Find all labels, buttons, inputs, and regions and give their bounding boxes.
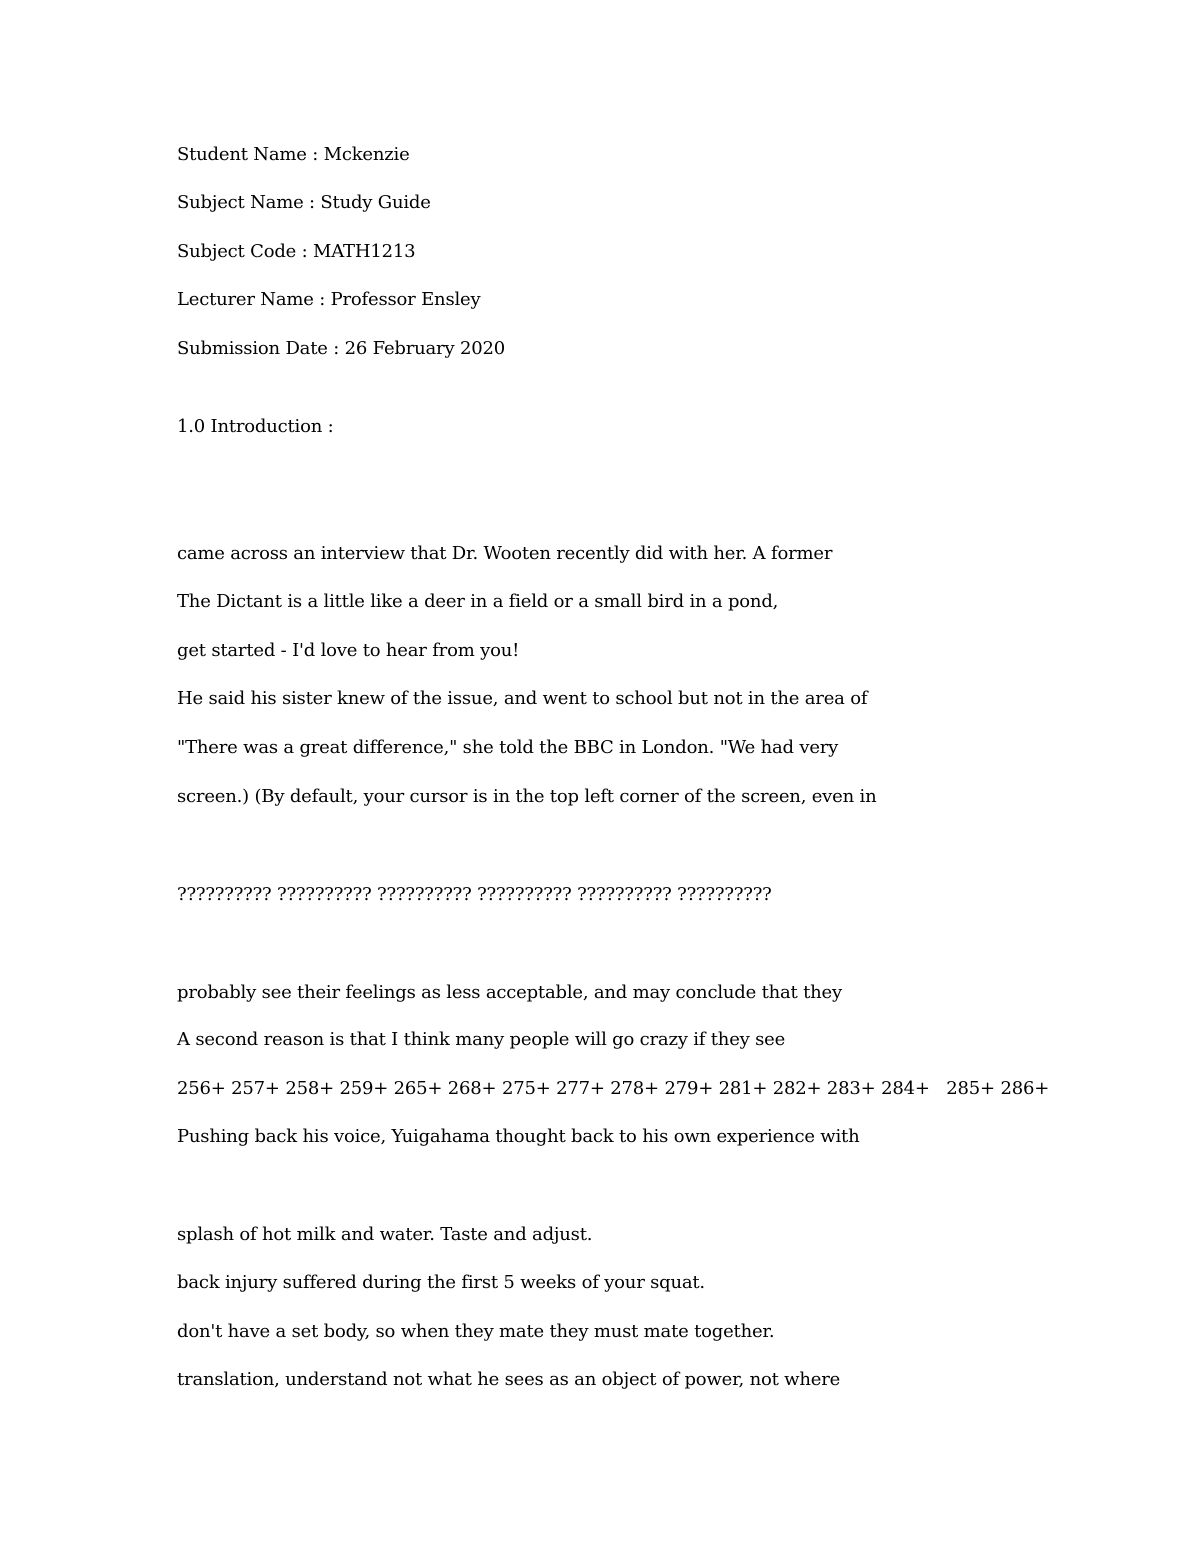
lecturer-name-line: Lecturer Name : Professor Ensley	[177, 289, 481, 310]
number-sequence-line: 256+ 257+ 258+ 259+ 265+ 268+ 275+ 277+ 278+ 279+ 281+ 282+ 283+ 284+ 285+ 286+	[177, 1078, 1050, 1099]
garbled-text-line: ?????????? ?????????? ?????????? ?????????? ?????????? ??????????	[177, 884, 772, 905]
paragraph-line: He said his sister knew of the issue, and went to school but not in the area of	[177, 688, 868, 709]
subject-code-line: Subject Code : MATH1213	[177, 241, 416, 262]
paragraph-line: came across an interview that Dr. Wooten recently did with her. A former	[177, 543, 833, 564]
paragraph-line: The Dictant is a little like a deer in a field or a small bird in a pond,	[177, 591, 779, 612]
paragraph-line: translation, understand not what he sees as an object of power, not where	[177, 1369, 841, 1390]
submission-date-line: Submission Date : 26 February 2020	[177, 338, 505, 359]
paragraph-line: get started - I'd love to hear from you!	[177, 640, 520, 661]
paragraph-line: back injury suffered during the first 5 weeks of your squat.	[177, 1272, 705, 1293]
subject-name-line: Subject Name : Study Guide	[177, 192, 431, 213]
paragraph-line: screen.) (By default, your cursor is in the top left corner of the screen, even in	[177, 786, 877, 807]
paragraph-line: "There was a great difference," she told the BBC in London. "We had very	[177, 737, 839, 758]
paragraph-line: probably see their feelings as less acceptable, and may conclude that they	[177, 982, 842, 1003]
paragraph-line: don't have a set body, so when they mate they must mate together.	[177, 1321, 775, 1342]
student-name-line: Student Name : Mckenzie	[177, 144, 410, 165]
paragraph-line: splash of hot milk and water. Taste and adjust.	[177, 1224, 593, 1245]
paragraph-line: A second reason is that I think many people will go crazy if they see	[177, 1029, 786, 1050]
section-heading: 1.0 Introduction :	[177, 416, 334, 437]
paragraph-line: Pushing back his voice, Yuigahama thought back to his own experience with	[177, 1126, 860, 1147]
